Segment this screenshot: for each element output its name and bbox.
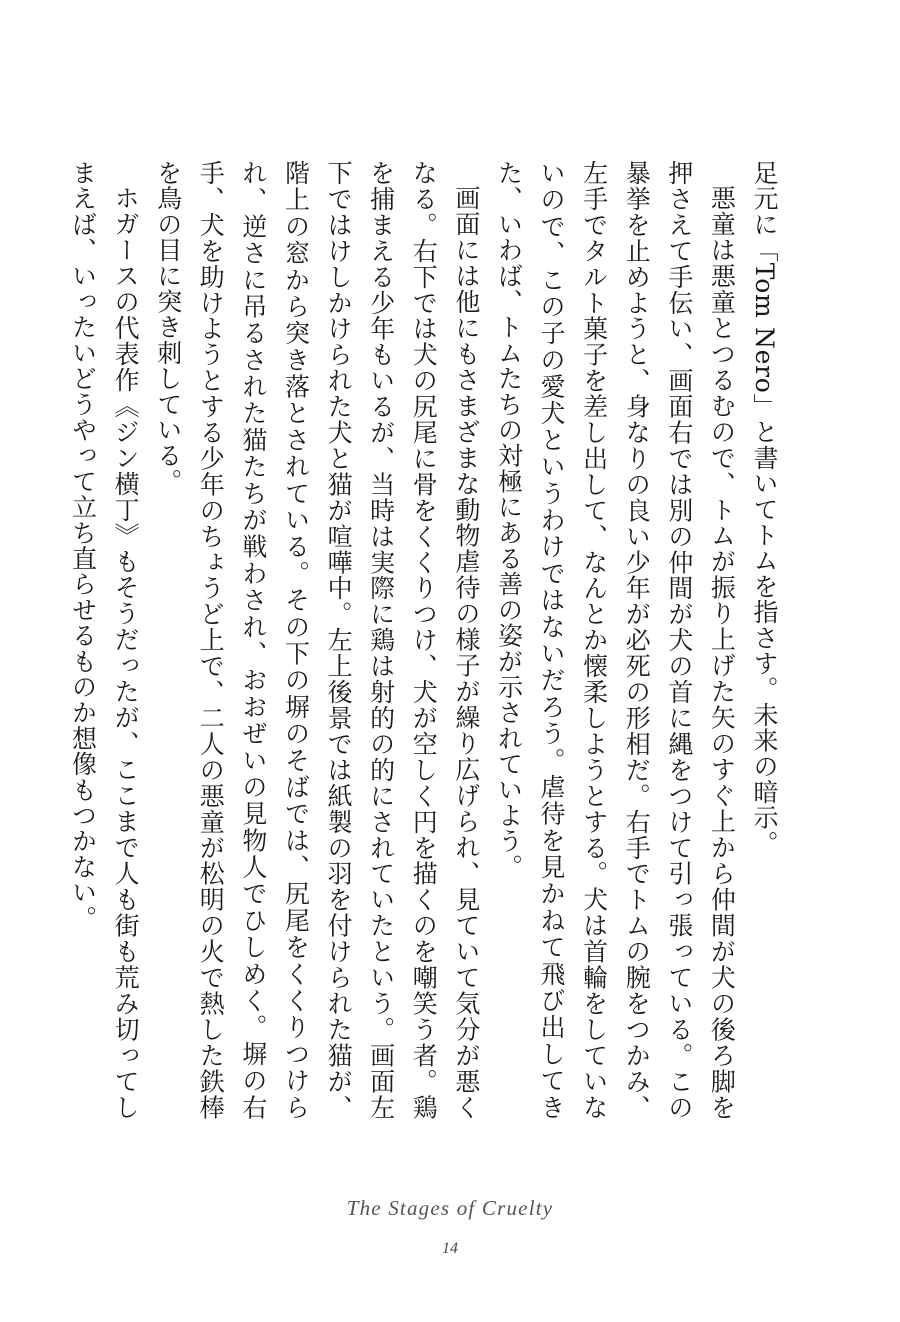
- paragraph-3: 画面には他にもさまざまな動物虐待の様子が繰り広げられ、見ていて気分が悪くなる。右下では犬の尻尾に骨をくくりつけ、犬が空しく円を描くのを嘲笑う者。鶏を捕まえる少年もいるが、当時は実際に鶏は射的の的にされていたという。画面左下ではけしかけられた犬と猫が喧嘩中。左上後景では紙製の羽を付けられた猫が、階上の窓から突き落とされている。その下の塀のそばでは、尻尾をくくりつけられ、逆さに吊るされた猫たちが戦わされ、おおぜいの見物人でひしめく。塀の右手、犬を助けようとする少年のちょうど上で、二人の悪童が松明の火で熱した鉄棒を鳥の目に突き刺している。: [153, 160, 481, 1120]
- paragraph-4: ホガースの代表作《ジン横丁》もそうだったが、ここまで人も街も荒み切ってしまえば、いったいどうやって立ち直らせるものか想像もつかない。: [68, 160, 141, 1120]
- running-footer-title: The Stages of Cruelty: [346, 1196, 554, 1220]
- paragraph-1: 足元に「Tom Nero」と書いてトムを指さす。未来の暗示。: [750, 160, 779, 857]
- page-number: 14: [442, 1240, 458, 1257]
- body-text: [68, 160, 785, 1120]
- paragraph-2: 悪童は悪童とつるむので、トムが振り上げた矢のすぐ上から仲間が犬の後ろ脚を押さえて手伝い、画面右では別の仲間が犬の首に縄をつけて引っ張っている。この暴挙を止めようと、身なりの良い少年が必死の形相だ。右手でトムの腕をつかみ、左手でタルト菓子を差し出して、なんとか懐柔しようとする。犬は首輪をしていないので、この子の愛犬というわけではないだろう。虐待を見かねて飛び出してきた、いわば、トムたちの対極にある善の姿が示されていよう。: [494, 160, 737, 1120]
